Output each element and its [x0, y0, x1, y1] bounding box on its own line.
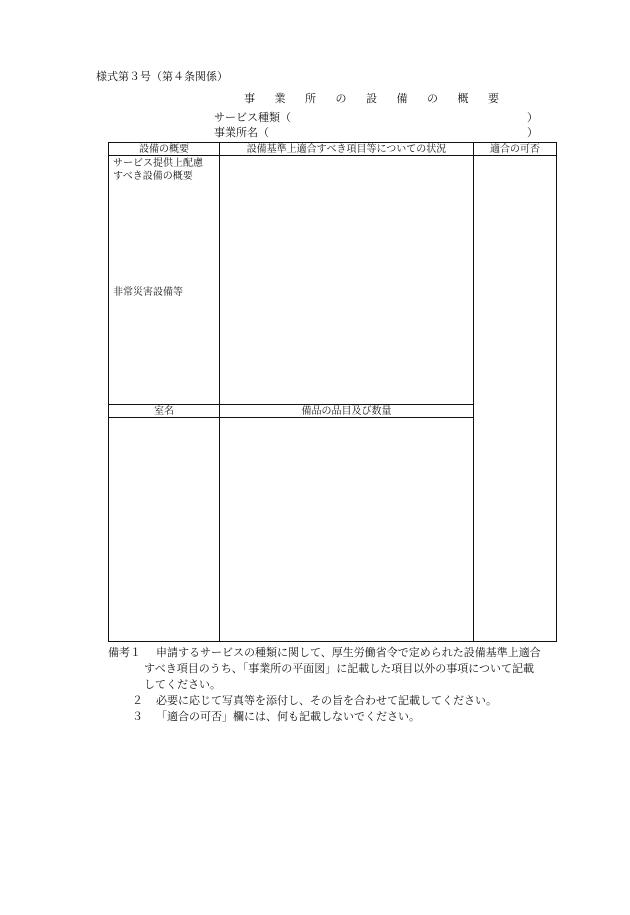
note-3	[108, 709, 578, 725]
label-service-considerations-2: すべき設備の概要	[113, 171, 193, 182]
service-type-row	[214, 111, 538, 125]
note-3-line-1: 「適合の可否」欄には、何も記載しないでください。	[156, 710, 420, 723]
note-1	[108, 645, 578, 693]
note-1-line-2: すべき項目のうち、「事業所の平面図」に記載した項目以外の事項について記載	[144, 662, 535, 675]
header-room-name: 室名	[154, 406, 174, 417]
note-2	[108, 693, 578, 709]
service-type-close-paren: ）	[527, 111, 538, 124]
label-service-considerations-1: サービス提供上配慮	[113, 158, 203, 169]
note-1-line-3: してください。	[144, 678, 221, 691]
header-equipment-overview: 設備の概要	[139, 144, 189, 155]
label-disaster-equipment: 非常災害設備等	[113, 287, 183, 298]
form-number: 様式第３号（第４条関係）	[96, 70, 228, 83]
note-1-line-1: 申請するサービスの種類に関して、厚生労働省令で定められた設備基準上適合	[156, 646, 541, 659]
office-name-row	[214, 126, 538, 140]
column-divider-right	[473, 143, 474, 641]
header-standard-status: 設備基準上適合すべき項目等についての状況	[246, 144, 447, 155]
notes-section	[108, 645, 578, 725]
service-type-label: サービス種類（	[214, 111, 291, 124]
equipment-table	[108, 142, 557, 642]
header-equipment-items: 備品の品目及び数量	[301, 406, 392, 417]
column-divider-left	[219, 143, 220, 641]
note-2-number: ２	[132, 694, 143, 707]
office-name-label: 事業所名（	[214, 126, 269, 139]
note-1-number: 備考１	[108, 646, 141, 659]
header-compliance: 適合の可否	[490, 144, 540, 155]
note-2-line-1: 必要に応じて写真等を添付し、その旨を合わせて記載してください。	[156, 694, 497, 707]
document-title: 事 業 所 の 設 備 の 概 要	[244, 92, 507, 105]
office-name-close-paren: ）	[527, 126, 538, 139]
note-3-number: ３	[132, 710, 143, 723]
